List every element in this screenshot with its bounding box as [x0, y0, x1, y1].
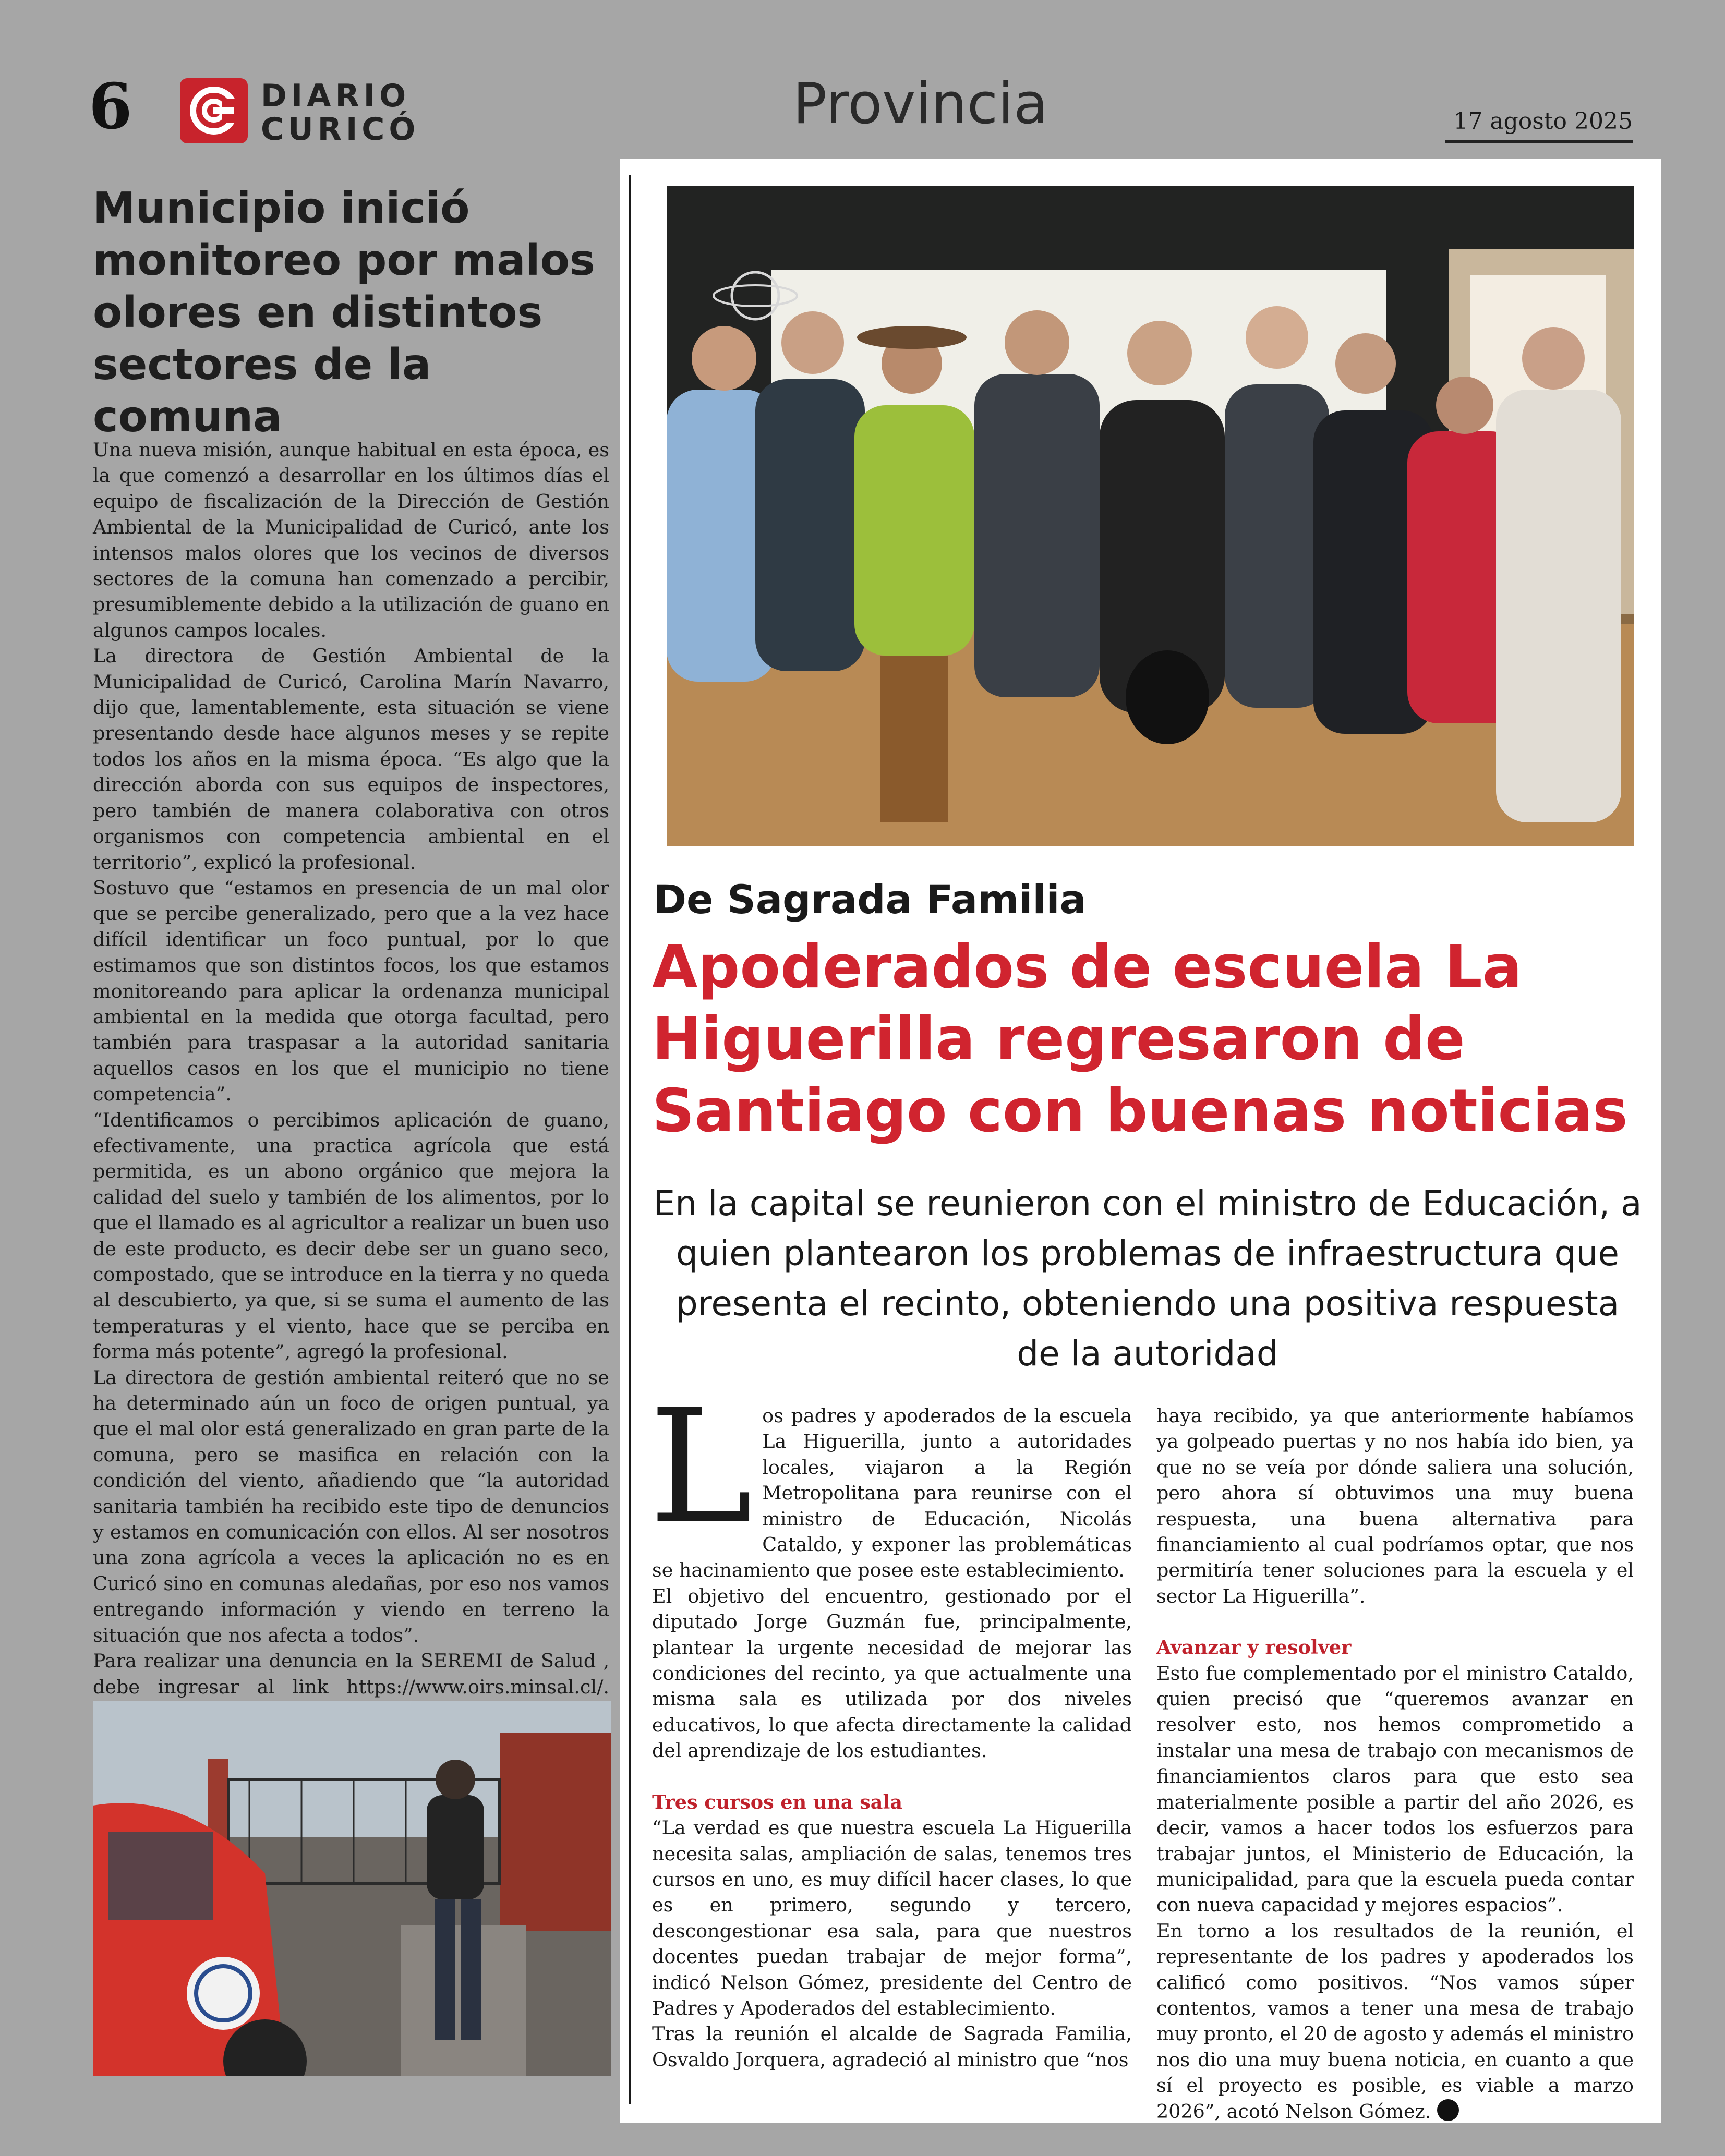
article-paragraph: El objetivo del encuentro, gestionado por el diputado Jorge Guzmán fue, principalmente, plantear la urgente necesidad de mejorar las condiciones del recinto, ya que actualmente una misma sala es utilizada por dos niveles educativos, lo que afecta directamente la calidad del aprendizaje de los estudiantes.: [652, 1584, 1132, 1762]
article-paragraph: [649, 1376, 1132, 1583]
inspector-photo: [93, 1701, 611, 2076]
group-photo: [667, 186, 1634, 846]
left-article-body: [93, 437, 609, 1803]
column-divider: [629, 175, 631, 2104]
article-paragraph: haya recibido, ya que anteriormente habíamos ya golpeado puertas y no nos había ido bien, ya que no se veía por dónde saliera una solución, pero ahora sí obtuvimos una muy buena respuesta, una buena alternativa para financiamiento al cual podríamos optar, que nos permitiría tener soluciones para la escuela y el sector La Higuerilla”.: [1156, 1404, 1634, 1607]
left-article-headline: Municipio inició monitoreo por malos olores en distintos sectores de la comuna: [93, 184, 595, 442]
logo-line1: DIARIO: [261, 78, 411, 114]
article-column-2: [1156, 1403, 1634, 2124]
end-of-article-icon: [1437, 2099, 1459, 2121]
left-article-paragraph: Sostuvo que “estamos en presencia de un mal olor que se percibe generalizado, pero que a la vez hace difícil identificar un foco puntual, por lo que estimamos que son distintos focos, los que estamos monitoreando para aplicar la ordenanza municipal ambiental en la medida que otorga facultad, pero también para traspasar a la autoridad sanitaria aquellos casos en los que el municipio no tiene competencia”.: [93, 876, 609, 1106]
logo-mark-icon: [180, 78, 248, 143]
drop-cap: L: [649, 1376, 753, 1558]
section-title: Provincia: [793, 71, 1048, 137]
article-kicker: De Sagrada Familia: [654, 876, 1087, 923]
article-column-1: [649, 1376, 1132, 2073]
article-paragraph: Esto fue complementado por el ministro Cataldo, quien precisó que “queremos avanzar en resolver esto, nos hemos comprometido a instalar una mesa de trabajo con mecanismos de financiamientos claros para que esto sea materialmente posible a partir del año 2026, es decir, vamos a hacer todos los esfuerzos para trabajar juntos, el Ministerio de Educación, la municipalidad, para que la escuela pueda contar con nueva capacidad y mejores espacios”.: [1156, 1662, 1634, 1917]
article-last-paragraph: [1156, 1918, 1634, 2124]
left-article-paragraph: Una nueva misión, aunque habitual en esta época, es la que comenzó a desarrollar en los últimos días el equipo de fiscalización de la Dirección de Gestión Ambiental de la Municipalidad de Curicó, ante los intensos malos olores que los vecinos de diversos sectores de la comuna han comenzado a percibir, presumiblemente debido a la utilización de guano en algunos campos locales.: [93, 439, 609, 641]
left-article-paragraph-text: Para realizar una denuncia en la SEREMI de Salud , debe ingresar al link https://www.oirs.minsal.cl/.: [93, 1650, 609, 1698]
left-article-paragraph: La directora de Gestión Ambiental de la Municipalidad de Curicó, Carolina Marín Navarro, dijo que, lamentablemente, esta situación se viene presentando desde hace algunos meses y se repite todos los años en la misma época. “Es algo que la dirección aborda con sus equipos de inspectores, pero también de manera colaborativa con otros organismos con competencia ambiental en el territorio”, explicó la profesional.: [93, 645, 609, 874]
article-paragraph: “La verdad es que nuestra escuela La Higuerilla necesita salas, ampliación de salas, tenemos tres cursos en uno, es muy difícil hacer clases, lo que es en primero, segundo y tercero, descongestionar esa sala, para que nuestros docentes puedan trabajar de mejor forma”, indicó Nelson Gómez, presidente del Centro de Padres y Apoderados del establecimiento.: [652, 1816, 1132, 2019]
left-article-paragraph: La directora de gestión ambiental reiteró que no se ha determinado aún un foco de origen puntual, ya que el mal olor está generalizado en gran parte de la comuna, pero se masifica en relación con la condición del viento, añadiendo que “la autoridad sanitaria también ha recibido este tipo de denuncios y estamos en comunicación con ellos. Al ser nosotros una zona agrícola a veces la aplicación no es en Curicó sino en comunas aledañas, por eso nos vamos entregando información y viendo en terreno la situación que nos afecta a todos”.: [93, 1366, 609, 1646]
article-paragraph: Tras la reunión el alcalde de Sagrada Familia, Osvaldo Jorquera, agradeció al ministro que “nos: [652, 2022, 1132, 2071]
diario-curico-logo: [180, 78, 420, 146]
article-subhead: Tres cursos en una sala: [652, 1790, 902, 1813]
article-paragraph-text: En torno a los resultados de la reunión, el representante de los padres y apoderados los calificó como positivos. “Nos vamos súper contentos, vamos a tener una mesa de trabajo muy pronto, el 20 de agosto y además el ministro nos dio una muy buena noticia, en cuanto a que sí el proyecto es posible, es viable a marzo 2026”, acotó Nelson Gómez.: [1156, 1919, 1634, 2123]
issue-date: 17 agosto 2025: [1445, 107, 1633, 143]
main-article-subheadline: En la capital se reunieron con el ministro de Educación, a quien plantearon los problemas de infraestructura que presenta el recinto, obteniendo una positiva respuesta de la autoridad: [653, 1183, 1642, 1374]
article-subhead: Avanzar y resolver: [1156, 1636, 1352, 1659]
left-article-paragraph: “Identificamos o percibimos aplicación de guano, efectivamente, una practica agrícola que está permitida, es un abono orgánico que mejora la calidad del suelo y también de los alimentos, por lo que el llamado es al agricultor a realizar un buen uso de este producto, es decir debe ser un guano seco, compostado, que se introduce en la tierra y no queda al descubierto, ya que, si se suma el aumento de las temperaturas y el viento, hace que se perciba en forma más potente”, agregó la profesional.: [93, 1108, 609, 1363]
page-number: 6: [89, 70, 132, 143]
main-article-headline: Apoderados de escuela La Higuerilla regresaron de Santiago con buenas noticias: [652, 932, 1628, 1145]
article-paragraph-text: os padres y apoderados de la escuela La Higuerilla, junto a autoridades locales, viajaron a la Región Metropolitana para reunirse con el ministro de Educación, Nicolás Cataldo, y exponer las problemáticas se hacinamiento que posee este establecimiento.: [652, 1404, 1132, 1582]
logo-line2: CURICÓ: [261, 111, 420, 148]
